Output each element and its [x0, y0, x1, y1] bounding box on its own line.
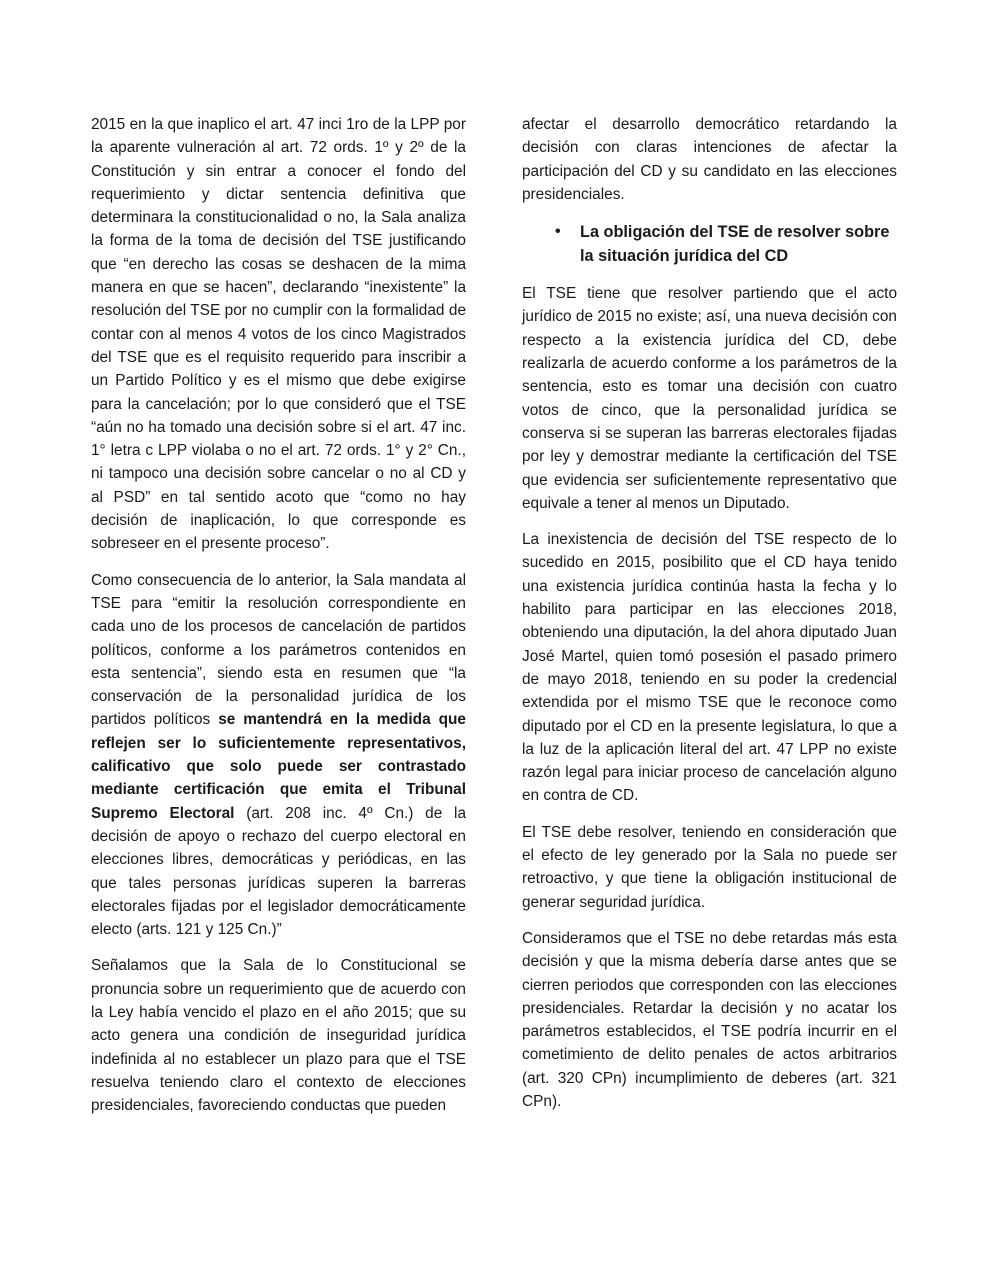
left-column: [91, 113, 466, 1130]
right-paragraph-4: El TSE debe resolver, teniendo en consideración que el efecto de ley generado por la Sala no puede ser retroactivo, y que tiene la obligación institucional de generar seguridad jurídica.: [522, 823, 897, 911]
left-paragraph-1: 2015 en la que inaplico el art. 47 inci 1ro de la LPP por la aparente vulneración al art. 72 ords. 1º y 2º de la Constitución y sin entrar a conocer el fondo del requerimiento y dictar sentencia definitiva que determinara la constitucionalidad o no, la Sala analiza la forma de la toma de decisión del TSE justificando que “en derecho las cosas se deshacen de la mima manera en que se hacen”, declarando “inexistente” la resolución del TSE por no cumplir con la formalidad de contar con al menos 4 votos de los cinco Magistrados del TSE que es el requisito requerido para inscribir a un Partido Político y es el mismo que debe exigirse para la cancelación; por lo que consideró que el TSE “aún no ha tomado una decisión sobre si el art. 47 inc. 1° letra c LPP violaba o no el art. 72 ords. 1° y 2° Cn., ni tampoco una decisión sobre cancelar o no al CD y al PSD” en tal sentido acoto que “como no hay decisión de inaplicación, lo que corresponde es sobreseer en el presente proceso”.: [91, 116, 466, 553]
left-paragraph-2-end: (art. 208 inc. 4º Cn.) de la decisión de apoyo o rechazo del cuerpo electoral en elecciones libres, democráticas y periódicas, en las que tales personas jurídicas superen la barreras electorales fijadas por el legislador democráticamente electo (arts. 121 y 125 Cn.)”: [91, 804, 466, 939]
bullet-icon: •: [555, 223, 561, 241]
right-paragraph-3: La inexistencia de decisión del TSE respecto de lo sucedido en 2015, posibilito que el CD haya tenido una existencia jurídica continúa hasta la fecha y lo habilito para participar en las elecciones 2018, obteniendo una diputación, la del ahora diputado Juan José Martel, quien tomó posesión el pasado primero de mayo 2018, teniendo en su poder la credencial extendida por el mismo TSE que le reconoce como diputado por el CD en la presente legislatura, lo que a la luz de la aplicación literal del art. 47 LPP no existe razón legal para iniciar proceso de cancelación alguno en contra de CD.: [522, 531, 897, 805]
section-heading-text: La obligación del TSE de resolver sobre la situación jurídica del CD: [580, 223, 890, 266]
left-paragraph-2: [91, 569, 466, 942]
left-paragraph-2-start: Como consecuencia de lo anterior, la Sala mandata al TSE para “emitir la resolución correspondiente en cada uno de los procesos de cancelación de partidos políticos, conforme a los parámetros contenidos en esta sentencia”, siendo esta en resumen que “la conservación de la personalidad jurídica de los partidos políticos: [91, 571, 466, 729]
section-heading: [522, 220, 897, 268]
left-paragraph-3: Señalamos que la Sala de lo Constitucional se pronuncia sobre un requerimiento que de acuerdo con la Ley había vencido el plazo en el año 2015; que su acto genera una condición de inseguridad jurídica indefinida al no establecer un plazo para que el TSE resuelva teniendo claro el contexto de elecciones presidenciales, favoreciendo conductas que pueden: [91, 957, 466, 1115]
left-paragraph-2-bold: se mantendrá en la medida que reflejen ser lo suficientemente representativos, calificativo que solo puede ser contrastado mediante certificación que emita el Tribunal Supremo Electoral: [91, 711, 466, 822]
right-paragraph-5: Consideramos que el TSE no debe retardas más esta decisión y que la misma debería darse antes que se cierren periodos que corresponden con las elecciones presidenciales. Retardar la decisión y no acatar los parámetros establecidos, el TSE podría incurrir en el cometimiento de delito penales de actos arbitrarios (art. 320 CPn) incumplimiento de deberes (art. 321 CPn).: [522, 929, 897, 1110]
right-paragraph-1: afectar el desarrollo democrático retardando la decisión con claras intenciones de afectar la participación del CD y su candidato en las elecciones presidenciales.: [522, 116, 897, 203]
right-column: [522, 113, 897, 1126]
right-paragraph-2: El TSE tiene que resolver partiendo que el acto jurídico de 2015 no existe; así, una nueva decisión con respecto a la existencia jurídica del CD, debe realizarla de acuerdo conforme a los parámetros de la sentencia, esto es tomar una decisión con cuatro votos de cinco, que la personalidad jurídica se conserva si se superan las barreras electorales fijadas por ley y demostrar mediante la certificación del TSE que evidencia ser suficientemente representativo que equivale a tener al menos un Diputado.: [522, 285, 897, 512]
